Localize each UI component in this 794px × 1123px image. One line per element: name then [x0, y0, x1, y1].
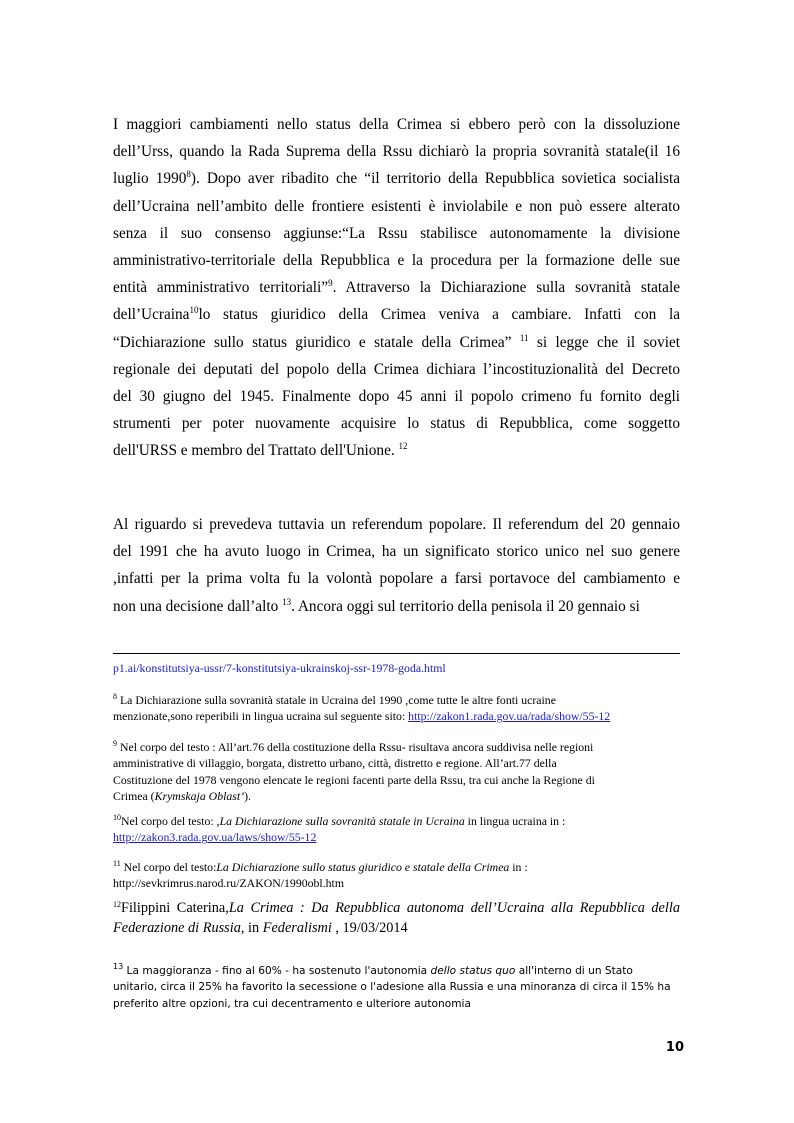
text-line: Al riguardo si prevedeva tuttavia un referendum popolare. Il referendum del 20 gennaio [113, 516, 680, 533]
page-number: 10 [665, 1040, 684, 1055]
footnote-number: 12 [113, 900, 121, 909]
text-line: dell’Ucraina$^{10}$lo status giuridico della Crimea veniva a cambiare. Infatti con la [113, 305, 680, 324]
footnote-continuation [113, 660, 680, 676]
footnote-italic: Federalismi [262, 920, 332, 936]
footnote-text: , in [240, 920, 263, 936]
footnote-text: in : [509, 860, 528, 874]
footnote-text: amministrative di villaggio, borgata, distretto urbano, città, distretto e regione. All’art.77 della [113, 756, 557, 771]
footnote-text: menzionate,sono reperibili in lingua ucraina sul seguente sito: [113, 709, 409, 724]
footnote-text: http://sevkrimrus.narod.ru/ZAKON/1990obl.htm [113, 876, 345, 891]
footnote-text: ). [244, 789, 251, 804]
footnote-8 [113, 692, 680, 725]
body-paragraph-2 [113, 511, 680, 620]
footnote-text: La maggioranza - fino al 60% - ha sostenuto l'autonomia [123, 965, 431, 977]
footnote-reference[interactable]: 10 [189, 305, 199, 316]
text-line: dell'URSS e membro del Trattato dell'Unione. $^{12}$ [113, 441, 408, 460]
footnote-separator [113, 653, 680, 654]
text-line: “Dichiarazione sullo status giuridico e statale della Crimea” $^{11}$ si legge che il soviet [113, 332, 681, 351]
footnote-number: 13 [113, 962, 124, 971]
footnote-reference[interactable]: 11 [519, 332, 529, 343]
body-paragraph-1 [113, 111, 680, 465]
footnote-link[interactable]: http://zakon3.rada.gov.ua/laws/show/55-12 [113, 830, 317, 845]
footnote-text: Nel corpo del testo : All’art.76 della costituzione della Rssu- risultava ancora suddivisa nelle regioni [117, 740, 594, 754]
footnote-italic: dello status quo [430, 965, 516, 977]
footnote-10 [113, 813, 680, 846]
footnote-text: , 19/03/2014 [331, 920, 408, 936]
footnote-number: 8 [113, 692, 117, 701]
footnote-italic: Federazione di Russia [113, 920, 241, 936]
footnote-12 [113, 898, 680, 938]
footnote-italic: La Dichiarazione sulla sovranità statale in Ucraina [219, 814, 465, 828]
footnote-italic: La Dichiarazione sullo status giuridico e statale della Crimea [216, 860, 510, 874]
footnote-italic: Krymskaja Oblast’ [154, 789, 245, 804]
footnote-text: all'interno di un Stato [515, 965, 633, 977]
footnote-link[interactable]: http://zakon1.rada.gov.ua/rada/show/55-12 [408, 709, 611, 724]
footnote-text: Costituzione del 1978 vengono elencate le regioni facenti parte della Rssu, tra cui anche la Regione di [113, 772, 595, 787]
footnote-reference[interactable]: 12 [398, 441, 408, 452]
footnote-text: Crimea ( [113, 789, 155, 804]
footnote-reference[interactable]: 8 [186, 169, 191, 180]
footnote-number: 11 [113, 859, 121, 868]
text-line: strumenti per poter nuovamente acquisire lo status di Repubblica, come soggetto [113, 415, 680, 433]
text-line: regionale dei deputati del popolo della Crimea dichiara l’incostituzionalità del Decreto [113, 360, 680, 378]
text-line: del 1991 che ha avuto luogo in Crimea, ha un significato storico unico nel suo genere [113, 543, 680, 561]
footnote-13 [113, 963, 680, 1012]
footnote-number: 10 [113, 813, 121, 822]
footnote-text: preferito altre opzioni, tra cui decentramento e ulteriore autonomia [113, 997, 471, 1010]
text-line: ,infatti per la prima volta fu la volontà popolare a farsi portavoce del cambiamento e [113, 570, 680, 588]
footnote-continuation-url[interactable]: p1.ai/konstitutsiya-ussr/7-konstitutsiya-ukrainskoj-ssr-1978-goda.html [113, 661, 446, 675]
footnote-text: Nel corpo del testo: , [121, 814, 220, 828]
footnote-text: unitario, circa il 25% ha favorito la secessione o l'adesione alla Russia e una minoranza di circa il 15% ha [113, 981, 671, 994]
footnote-text: Filippini Caterina, [121, 900, 229, 916]
footnote-reference[interactable]: 13 [282, 596, 292, 607]
footnote-italic: La Crimea : Da Repubblica autonoma dell’Ucraina alla Repubblica della [228, 900, 680, 916]
text-line: del 30 giugno del 1945. Finalmente dopo 45 anni il popolo crimeno fu fornito degli [113, 388, 680, 406]
footnote-text: La Dichiarazione sulla sovranità statale in Ucraina del 1990 ,come tutte le altre fonti ucraine [117, 693, 556, 707]
text-line: dell’Urss, quando la Rada Suprema della Rssu dichiarò la propria sovranità statale(il 16 [113, 143, 680, 161]
text-line: I maggiori cambiamenti nello status della Crimea si ebbero però con la dissoluzione [113, 116, 680, 133]
text-line: amministrativo-territoriale della Repubblica e la procedura per la formazione delle sue [113, 252, 680, 270]
footnote-reference[interactable]: 9 [328, 278, 333, 289]
footnote-9 [113, 739, 680, 805]
text-line: senza il suo consenso aggiunse:“La Rssu stabilisce autonomamente la divisione [113, 224, 680, 242]
footnote-number: 9 [113, 739, 117, 748]
text-line: dell’Ucraina nell’ambito delle frontiere esistenti è inviolabile e non può essere alterato [113, 197, 680, 215]
text-line: entità amministrativo territoriali”$^9$. Attraverso la Dichiarazione sulla sovranità statale [113, 278, 680, 297]
text-line: non una decisione dall’alto $^{13}$. Ancora oggi sul territorio della penisola il 20 gennaio si [113, 596, 640, 615]
footnote-text: in lingua ucraina in : [464, 814, 566, 828]
text-line: luglio 1990$^8$). Dopo aver ribadito che “il territorio della Repubblica sovietica socialista [113, 169, 680, 188]
footnote-11 [113, 859, 680, 892]
footnote-text: Nel corpo del testo: [120, 860, 217, 874]
